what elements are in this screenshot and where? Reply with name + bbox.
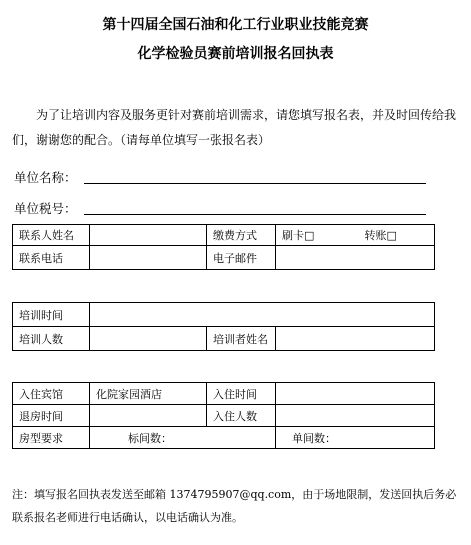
checkout-time-label: 退房时间 <box>13 405 90 427</box>
tax-no-field[interactable] <box>84 214 426 215</box>
contact-phone-label: 联系电话 <box>13 246 90 270</box>
contact-table <box>12 224 435 270</box>
checkin-count-label: 入住人数 <box>207 405 276 427</box>
intro-paragraph: 为了让培训内容及服务更针对赛前培训需求，请您填写报名表，并及时回传给我们，谢谢您的配合。（请每单位填写一张报名表） <box>12 108 457 147</box>
standard-room-count[interactable]: 标间数： <box>90 427 276 449</box>
unit-name-label: 单位名称： <box>14 170 77 185</box>
transfer-checkbox[interactable]: 转账□ <box>359 225 435 246</box>
trainee-names-cell[interactable] <box>276 327 435 351</box>
footer-note: 注：填写报名回执表发送至邮箱 1374795907@qq.com，由于场地限制，发送回执后务必联系报名老师进行电话确认，以电话确认为准。 <box>12 488 457 524</box>
contact-name-label: 联系人姓名 <box>13 225 90 246</box>
trainee-count-label: 培训人数 <box>13 327 90 351</box>
trainee-count-cell[interactable] <box>90 327 207 351</box>
single-room-count[interactable]: 单间数： <box>276 427 435 449</box>
checkin-time-cell[interactable] <box>276 383 435 405</box>
tax-no-label: 单位税号： <box>14 201 77 216</box>
page-title: 第十四届全国石油和化工行业职业技能竞赛 <box>102 17 369 33</box>
page-subtitle: 化学检验员赛前培训报名回执表 <box>137 46 334 62</box>
room-req-label: 房型要求 <box>13 427 90 449</box>
email-label: 电子邮件 <box>207 246 276 270</box>
contact-name-cell[interactable] <box>90 225 207 246</box>
hotel-label: 入住宾馆 <box>13 383 90 405</box>
checkin-time-label: 入住时间 <box>207 383 276 405</box>
accommodation-table <box>12 382 435 449</box>
hotel-name: 化院家园酒店 <box>90 383 207 405</box>
email-cell[interactable] <box>276 246 435 270</box>
training-table <box>12 302 435 351</box>
payment-method-label: 缴费方式 <box>207 225 276 246</box>
card-checkbox[interactable]: 刷卡□ <box>276 225 359 246</box>
training-time-cell[interactable] <box>90 303 435 327</box>
training-time-label: 培训时间 <box>13 303 90 327</box>
checkout-time-cell[interactable] <box>90 405 207 427</box>
checkin-count-cell[interactable] <box>276 405 435 427</box>
unit-name-field[interactable] <box>84 183 426 184</box>
contact-phone-cell[interactable] <box>90 246 207 270</box>
trainee-names-label: 培训者姓名 <box>207 327 276 351</box>
